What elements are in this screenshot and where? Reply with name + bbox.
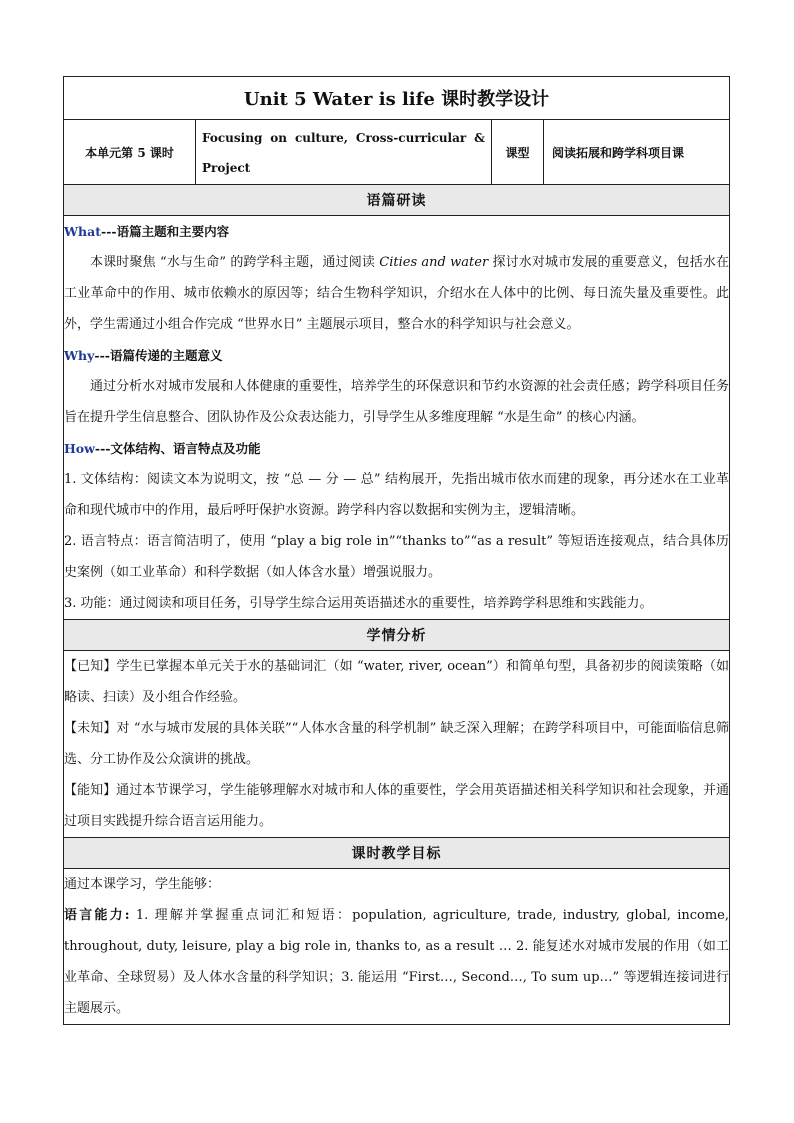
learner-can-know: 【能知】通过本节课学习，学生能够理解水对城市和人体的重要性，学会用英语描述相关科学知识和社会现象，并通过项目实践提升综合语言运用能力。 (64, 783, 730, 829)
lesson-type-label: 课型 (492, 120, 544, 185)
what-text-a: 本课时聚焦 “水与生命” 的跨学科主题，通过阅读 (90, 255, 380, 270)
section-learner-analysis-body (64, 651, 730, 838)
section-objectives-body (64, 869, 730, 1025)
section-learner-analysis-header: 学情分析 (64, 620, 730, 651)
document-title: Unit 5 Water is life 课时教学设计 (64, 77, 730, 120)
lesson-number: 本单元第 5 课时 (64, 120, 196, 185)
section-objectives-header: 课时教学目标 (64, 838, 730, 869)
language-ability-text: 1. 理解并掌握重点词汇和短语：population, agriculture, trade, industry, global, income, throughout, duty, leisure, play a big role in, thanks to, as a result … 2. 能复述水对城市发展的作用（如工业革命、全球贸易）及人体水含量的科学知识；3. 能运用 “First…, Second…, To sum up…” 等逻辑连接词进行主题展示。 (64, 908, 730, 1016)
section-discourse-analysis-body (64, 216, 730, 620)
objectives-language-ability (64, 900, 729, 1024)
meta-row (64, 120, 730, 185)
language-ability-label: 语言能力: (64, 908, 130, 923)
what-heading (64, 216, 729, 247)
why-paragraph: 通过分析水对城市发展和人体健康的重要性，培养学生的环保意识和节约水资源的社会责任感；跨学科项目任务旨在提升学生信息整合、团队协作及公众表达能力，引导学生从多维度理解 “水是生命” 的核心内涵。 (64, 379, 730, 425)
why-subtitle: ---语篇传递的主题意义 (94, 348, 223, 363)
section-discourse-analysis-header: 语篇研读 (64, 185, 730, 216)
lesson-topic (196, 120, 492, 185)
learner-unknown: 【未知】对 “水与城市发展的具体关联”“人体水含量的科学机制” 缺乏深入理解；在跨学科项目中，可能面临信息筛选、分工协作及公众演讲的挑战。 (64, 721, 730, 767)
lesson-topic-line2: Project (202, 161, 251, 175)
lesson-topic-line1: Focusing on culture, Cross-curricular & (202, 131, 485, 145)
what-label: What (64, 224, 101, 239)
what-text-title: Cities and water (379, 255, 489, 270)
why-heading (64, 340, 729, 371)
lesson-type-value: 阅读拓展和跨学科项目课 (544, 120, 730, 185)
how-item: 3. 功能：通过阅读和项目任务，引导学生综合运用英语描述水的重要性，培养跨学科思维和实践能力。 (64, 596, 653, 611)
how-heading (64, 433, 729, 464)
how-item: 1. 文体结构：阅读文本为说明文，按 “总 — 分 — 总” 结构展开，先指出城市依水而建的现象，再分述水在工业革命和现代城市中的作用，最后呼吁保护水资源。跨学科内容以数据和实例为主，逻辑清晰。 (64, 472, 730, 518)
what-subtitle: ---语篇主题和主要内容 (101, 224, 230, 239)
why-label: Why (64, 348, 95, 363)
what-paragraph (64, 247, 729, 340)
objectives-intro: 通过本课学习，学生能够： (64, 877, 221, 892)
lesson-design-table (63, 76, 730, 1025)
how-item: 2. 语言特点：语言简洁明了，使用 “play a big role in”“thanks to”“as a result” 等短语连接观点，结合具体历史案例（如工业革命）和科学数据（如人体含水量）增强说服力。 (64, 534, 730, 580)
learner-known: 【已知】学生已掌握本单元关于水的基础词汇（如 “water, river, ocean”）和简单句型，具备初步的阅读策略（如略读、扫读）及小组合作经验。 (64, 659, 730, 705)
how-label: How (64, 441, 95, 456)
what-text-b: 探讨水对城市发展的重要意义，包括水在工业革命中的作用、城市依赖水的原因等；结合生物科学知识，介绍水在人体中的比例、每日流失量及重要性。此外，学生需通过小组合作完成 “世界水日” 主题展示项目，整合水的科学知识与社会意义。 (64, 255, 730, 332)
how-subtitle: ---文体结构、语言特点及功能 (94, 441, 261, 456)
